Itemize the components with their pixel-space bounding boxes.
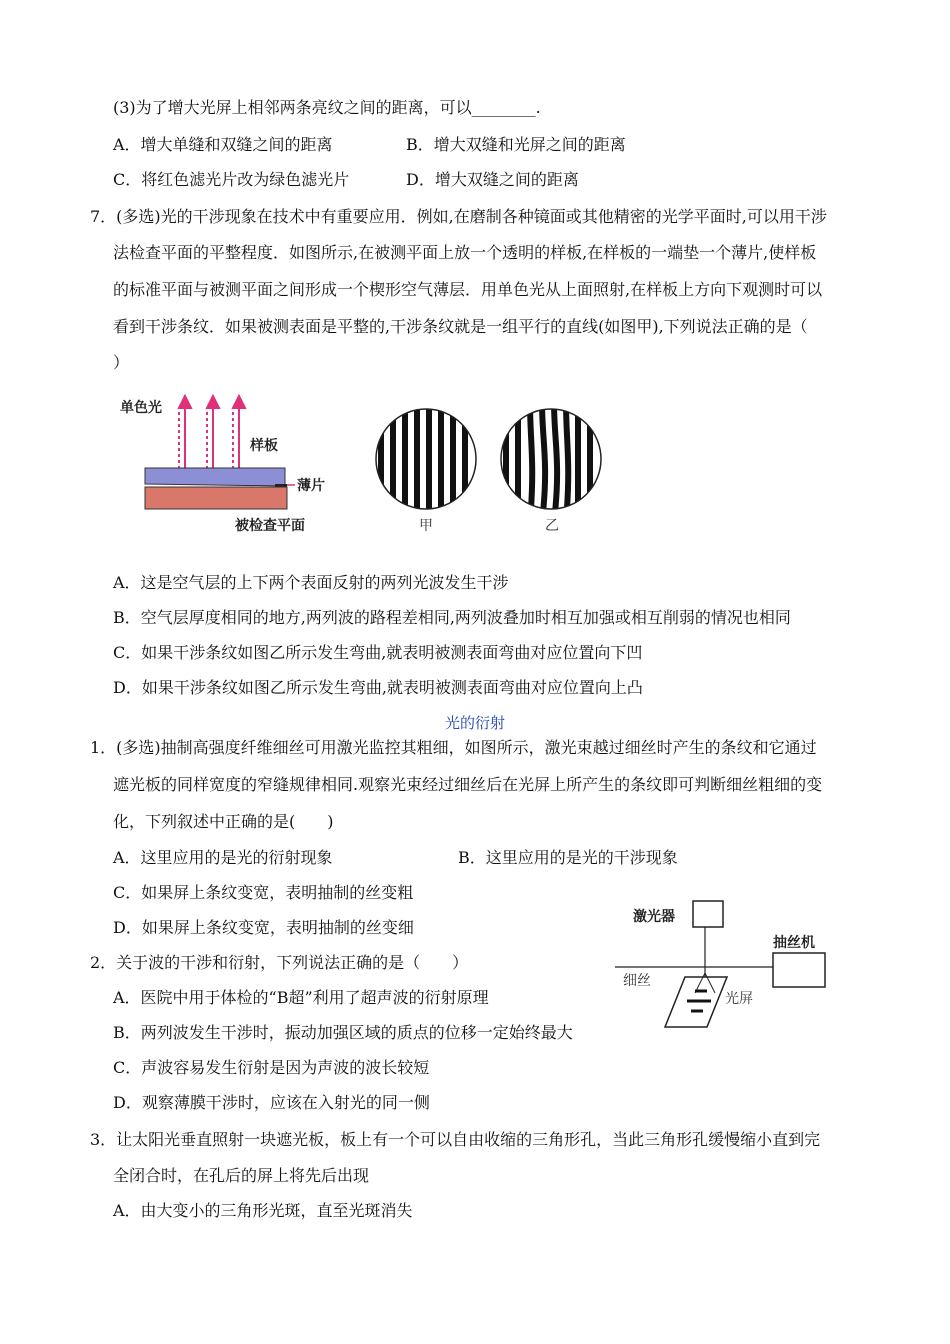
d3-line-2: 全闭合时，在孔后的屏上将先后出现 — [113, 1166, 370, 1185]
d2-option-a: A．医院中用于体检的“B超”利用了超声波的衍射原理 — [113, 988, 489, 1007]
d1-option-d: D．如果屏上条纹变宽，表明抽制的丝变细 — [113, 918, 414, 937]
d2-stem: 2．关于波的干涉和衍射，下列说法正确的是（ ） — [90, 953, 469, 972]
d1-option-b: B．这里应用的是光的干涉现象 — [458, 848, 678, 867]
d2-option-d: D．观察薄膜干涉时，应该在入射光的同一侧 — [113, 1093, 430, 1112]
label-plate: 样板 — [250, 438, 278, 454]
q7-line-3: 的标准平面与被测平面之间形成一个楔形空气薄层．用单色光从上面照射,在样板上方向下观测时可以 — [113, 280, 823, 299]
label-surface: 被检查平面 — [235, 518, 305, 534]
d1-option-a: A．这里应用的是光的衍射现象 — [113, 848, 333, 867]
q6-option-d: D．增大双缝之间的距离 — [406, 170, 579, 189]
light-arrows — [179, 396, 245, 468]
q7-line-2: 法检查平面的平整程度．如图所示,在被测平面上放一个透明的样板,在样板的一端垫一个薄片,使样板 — [113, 243, 817, 262]
q6-option-c: C．将红色滤光片改为绿色滤光片 — [113, 170, 350, 189]
d2-option-c: C．声波容易发生衍射是因为声波的波长较短 — [113, 1058, 430, 1077]
q6-option-b: B．增大双缝和光屏之间的距离 — [406, 135, 626, 154]
q7-option-d: D．如果干涉条纹如图乙所示发生弯曲,就表明被测表面弯曲对应位置向上凸 — [113, 678, 643, 697]
q6-part3-stem: (3)为了增大光屏上相邻两条亮纹之间的距离，可以________. — [113, 98, 541, 117]
d2-option-b: B．两列波发生干涉时，振动加强区域的质点的位移一定始终最大 — [113, 1023, 573, 1042]
d1-figure — [615, 895, 835, 1040]
sample-plate — [145, 468, 285, 486]
q7-option-c: C．如果干涉条纹如图乙所示发生弯曲,就表明被测表面弯曲对应位置向下凹 — [113, 643, 643, 662]
label-jia: 甲 — [419, 518, 433, 534]
q7-option-b: B．空气层厚度相同的地方,两列波的路程差相同,两列波叠加时相互加强或相互削弱的情况也相同 — [113, 608, 791, 627]
d3-line-1: 3．让太阳光垂直照射一块遮光板，板上有一个可以自由收缩的三角形孔，当此三角形孔缓慢缩小直到完 — [90, 1130, 821, 1149]
d1-option-c: C．如果屏上条纹变宽，表明抽制的丝变粗 — [113, 883, 414, 902]
label-laser: 激光器 — [633, 909, 675, 925]
laser-box — [693, 901, 723, 927]
label-light: 单色光 — [120, 400, 162, 416]
q7-line-5: ） — [113, 353, 130, 372]
q6-option-a: A．增大单缝和双缝之间的距离 — [113, 135, 333, 154]
q7-line-1: 7．(多选)光的干涉现象在技术中有重要应用．例如,在磨制各种镜面或其他精密的光学平面时,可以用干涉 — [90, 207, 827, 226]
label-fiber: 细丝 — [623, 973, 651, 989]
label-yi: 乙 — [545, 518, 559, 534]
fringes-jia — [376, 402, 476, 522]
q7-figure — [115, 392, 615, 542]
label-slip: 薄片 — [297, 478, 325, 494]
label-machine: 抽丝机 — [773, 935, 815, 951]
q7-line-4: 看到干涉条纹．如果被测表面是平整的,干涉条纹就是一组平行的直线(如图甲),下列说法正确的是（ — [113, 317, 808, 336]
d1-line-3: 化，下列叙述中正确的是( ) — [113, 812, 334, 831]
d1-line-2: 遮光板的同样宽度的窄缝规律相同.观察光束经过细丝后在光屏上所产生的条纹即可判断细丝粗细的变 — [113, 775, 823, 794]
tested-surface — [145, 487, 287, 509]
q7-option-a: A．这是空气层的上下两个表面反射的两列光波发生干涉 — [113, 573, 509, 592]
label-screen: 光屏 — [725, 991, 753, 1007]
d1-line-1: 1．(多选)抽制高强度纤维细丝可用激光监控其粗细，如图所示，激光束越过细丝时产生的条纹和它通过 — [90, 738, 817, 757]
machine-box — [773, 953, 825, 987]
fringes-yi — [501, 402, 601, 522]
section-title: 光的衍射 — [444, 714, 505, 732]
d3-option-a: A．由大变小的三角形光斑，直至光斑消失 — [113, 1201, 413, 1220]
